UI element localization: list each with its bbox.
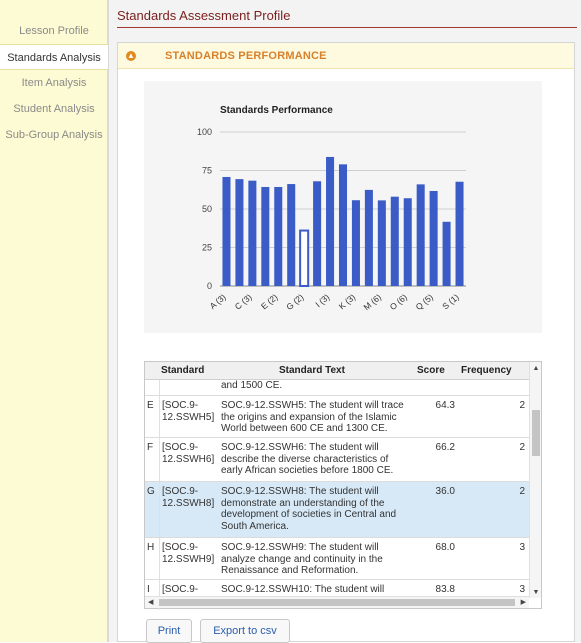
vertical-scroll-thumb[interactable] [532, 410, 540, 456]
bar-E (2) [274, 187, 282, 286]
x-tick-label: G (2) [284, 291, 306, 312]
scroll-down-arrow-icon[interactable]: ▼ [532, 589, 540, 596]
x-tick-label: E (2) [259, 291, 280, 312]
row-text-cell: SOC.9-12.SSWH10: The student will [221, 584, 385, 595]
bar-O (6) [404, 198, 412, 286]
chart-container [144, 81, 542, 333]
bar-A (3) [222, 177, 230, 286]
horizontal-scrollbar[interactable] [145, 596, 529, 608]
row-text-cell: and 1500 CE. [221, 380, 283, 391]
row-frequency-cell: 2 [519, 442, 525, 453]
vertical-scrollbar[interactable] [529, 362, 541, 598]
main-content [108, 0, 581, 642]
bar-F [287, 184, 295, 286]
sidebar-item-student-analysis[interactable]: Student Analysis [13, 103, 95, 115]
row-letter: F [147, 442, 154, 453]
bar-C (3) [248, 181, 256, 286]
x-tick-label: O (6) [387, 291, 410, 312]
row-score-cell: 64.3 [435, 400, 455, 411]
table-row[interactable] [145, 396, 529, 438]
row-text-cell: SOC.9-12.SSWH5: The student will trace the origins and expansion of the Islamic World between 600 CE and 1300 CE. [221, 400, 404, 434]
bar-chart [144, 81, 542, 333]
row-standard-cell: [SOC.9-12.SSWH8] [159, 482, 217, 537]
bar-N [391, 197, 399, 286]
chart-title: Standards Performance [220, 105, 333, 116]
column-header-score[interactable]: Score [417, 365, 445, 376]
scroll-left-arrow-icon[interactable]: ◀ [148, 599, 154, 606]
table-header [145, 362, 529, 380]
bar-B [235, 179, 243, 286]
row-standard-cell: [SOC.9-12.SSWH6] [159, 438, 217, 481]
bar-I (3) [326, 157, 334, 286]
x-tick-label: C (3) [232, 291, 254, 312]
bar-M (6) [378, 200, 386, 286]
row-text-cell: SOC.9-12.SSWH6: The student will describe the diverse characteristics of early African societies before 1800 CE. [221, 442, 394, 476]
bar-L [365, 190, 373, 286]
scroll-up-arrow-icon[interactable]: ▲ [532, 365, 540, 372]
bar-P [417, 184, 425, 286]
sidebar [0, 0, 108, 642]
page-title: Standards Assessment Profile [117, 8, 577, 28]
bar-Q (5) [430, 191, 438, 286]
x-tick-label: S (1) [440, 291, 461, 312]
row-standard-cell: [SOC.9- [159, 580, 217, 610]
sidebar-item-sub-group-analysis[interactable]: Sub-Group Analysis [5, 129, 103, 141]
row-text-cell: SOC.9-12.SSWH8: The student will demonstrate an understanding of the development of societies in Central and South America. [221, 486, 397, 532]
sidebar-item-lesson-profile[interactable]: Lesson Profile [19, 25, 89, 37]
y-tick-label: 0 [206, 281, 212, 291]
column-header-standard-text[interactable]: Standard Text [279, 365, 345, 376]
row-letter: E [147, 400, 154, 411]
column-header-frequency[interactable]: Frequency [461, 365, 512, 376]
bar-K (3) [352, 200, 360, 286]
column-header-standard[interactable]: Standard [161, 365, 205, 376]
bar-G (2) [300, 231, 308, 286]
table-row[interactable] [145, 538, 529, 580]
row-frequency-cell: 2 [519, 400, 525, 411]
panel-title: STANDARDS PERFORMANCE [165, 50, 327, 62]
row-frequency-cell: 2 [519, 486, 525, 497]
row-score-cell: 36.0 [435, 486, 455, 497]
row-score-cell: 66.2 [435, 442, 455, 453]
row-frequency-cell: 3 [519, 584, 525, 595]
x-tick-label: Q (5) [413, 291, 435, 312]
row-text-cell: SOC.9-12.SSWH9: The student will analyze change and continuity in the Renaissance and Reformation. [221, 542, 383, 576]
row-standard-cell: [SOC.9-12.SSWH5] [159, 396, 217, 437]
row-score-cell: 83.8 [435, 584, 455, 595]
sidebar-item-standards-analysis[interactable]: Standards Analysis [0, 44, 108, 70]
sidebar-nav [0, 18, 108, 148]
x-tick-label: I (3) [313, 291, 332, 310]
collapse-icon[interactable]: ▲ [127, 51, 135, 60]
table-row[interactable] [145, 438, 529, 482]
row-standard-cell [159, 380, 217, 395]
row-letter: G [147, 486, 155, 497]
y-tick-label: 75 [201, 165, 212, 176]
scroll-right-arrow-icon[interactable]: ▶ [520, 599, 526, 606]
horizontal-scroll-thumb[interactable] [159, 599, 515, 606]
row-letter: I [147, 584, 150, 595]
x-tick-label: K (3) [336, 291, 358, 312]
y-tick-label: 100 [196, 127, 212, 137]
table-row[interactable] [145, 380, 529, 396]
x-tick-label: A (3) [207, 291, 228, 312]
bar-R [443, 222, 451, 286]
row-frequency-cell: 3 [519, 542, 525, 553]
table-body [145, 380, 529, 598]
row-standard-cell: [SOC.9-12.SSWH9] [159, 538, 217, 579]
standards-performance-panel [117, 42, 575, 642]
standards-table[interactable] [144, 361, 542, 609]
bar-S (1) [456, 182, 464, 286]
export-csv-button[interactable]: Export to csv [200, 619, 290, 643]
row-score-cell: 68.0 [435, 542, 455, 553]
y-tick-label: 50 [201, 204, 212, 214]
bar-D [261, 187, 269, 286]
table-row-selected[interactable] [145, 482, 529, 538]
x-tick-label: M (6) [361, 291, 384, 313]
bar-H [313, 181, 321, 286]
sidebar-item-item-analysis[interactable]: Item Analysis [21, 77, 87, 89]
row-letter: H [147, 542, 155, 553]
panel-header[interactable] [118, 43, 574, 69]
y-tick-label: 25 [201, 242, 212, 253]
print-button[interactable]: Print [146, 619, 192, 643]
bar-J [339, 164, 347, 286]
